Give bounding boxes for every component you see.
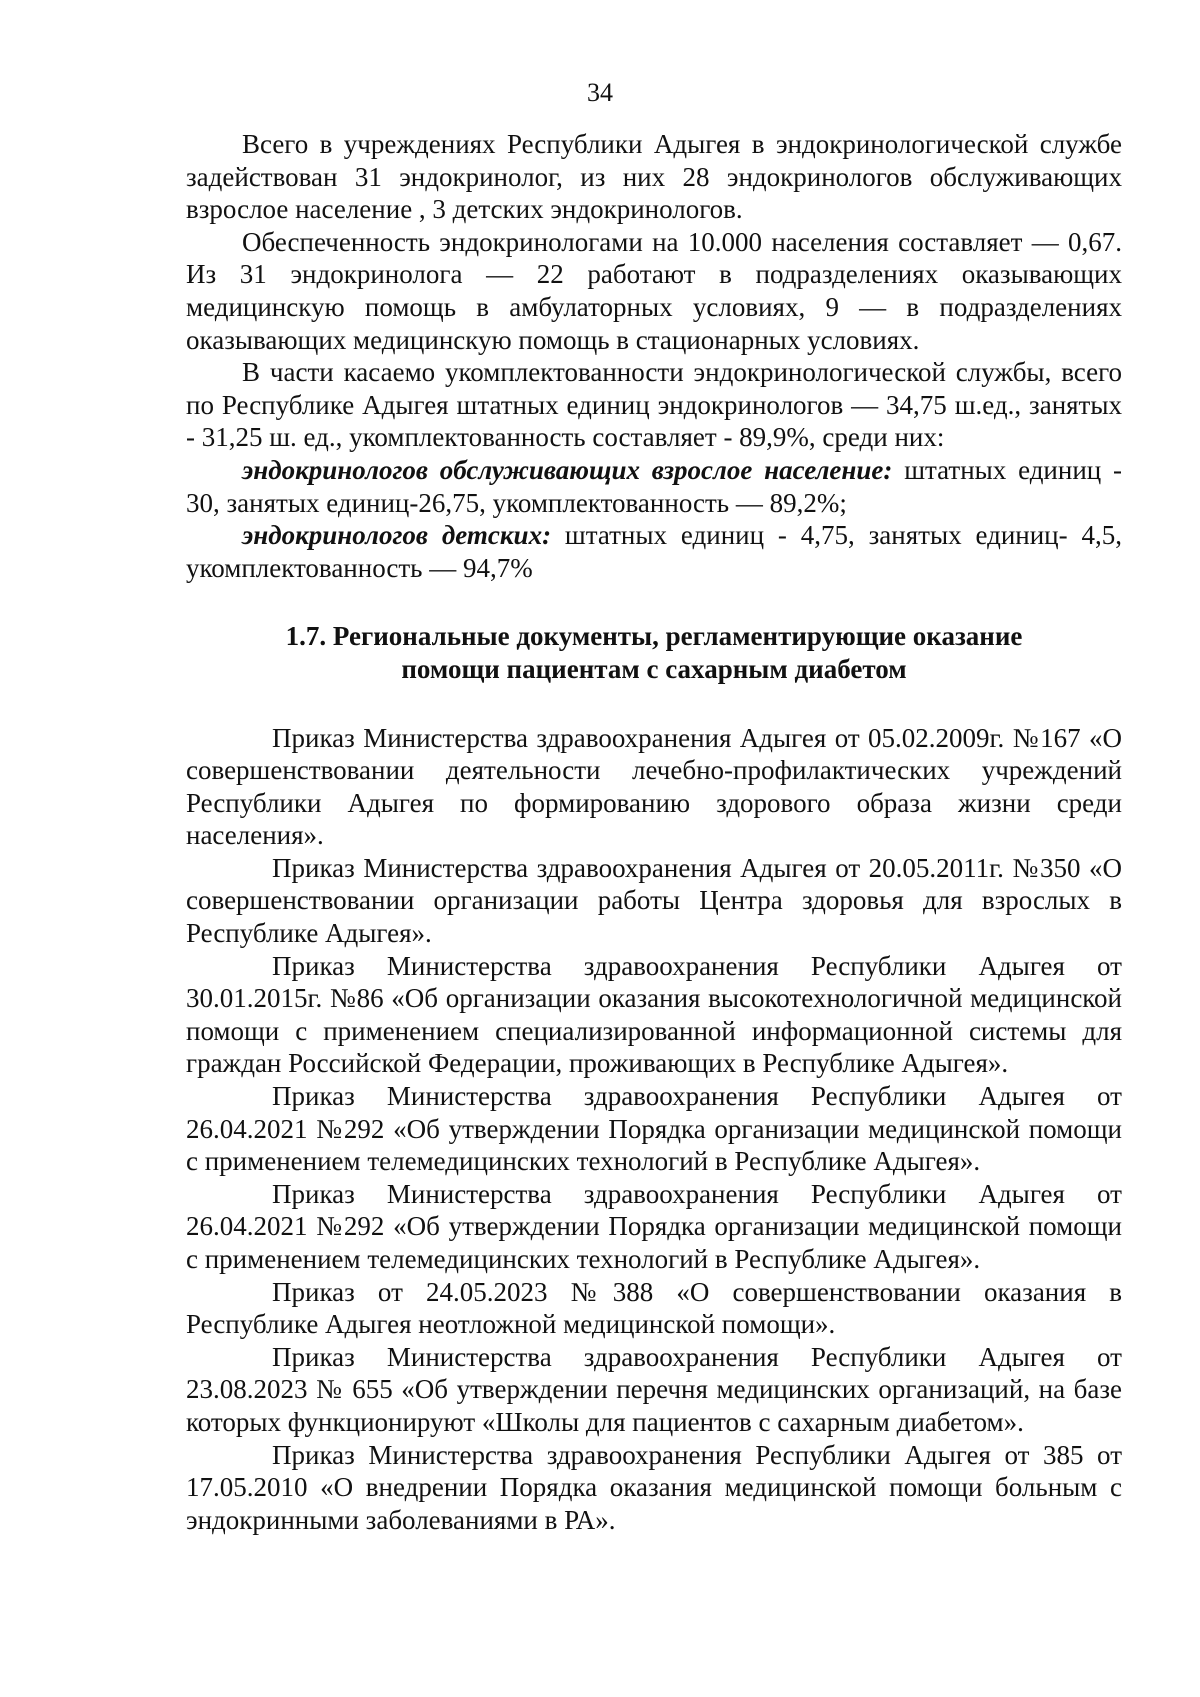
page-number: 34 <box>587 78 613 107</box>
order-item: Приказ Министерства здравоохранения Адыгея от 05.02.2009г. №167 «О совершенствовании деятельности лечебно-профилактических учреждений Республики Адыгея по формированию здорового образа жизни среди населения». <box>186 722 1122 851</box>
staffing-children-label: эндокринологов детских: <box>242 520 552 551</box>
staffing-adult <box>186 454 1122 519</box>
order-item: Приказ Министерства здравоохранения Адыгея от 20.05.2011г. №350 «О совершенствовании организации работы Центра здоровья для взрослых в Республике Адыгея». <box>186 852 1122 949</box>
intro-paragraph-provision: Обеспеченность эндокринологами на 10.000 населения составляет — 0,67. Из 31 эндокринолога — 22 работают в подразделениях оказывающих медицинскую помощь в амбулаторных условиях, 9 — в подразделениях оказывающих медицинскую помощь в стационарных условиях. <box>186 226 1122 355</box>
intro-paragraph-staff-count: Всего в учреждениях Республики Адыгея в эндокринологической службе задействован 31 эндокринолог, из них 28 эндокринологов обслуживающих взрослое население , 3 детских эндокринологов. <box>186 129 1122 225</box>
section-heading-line-2: помощи пациентам с сахарным диабетом <box>401 653 907 684</box>
document-body <box>186 128 1122 1536</box>
order-item: Приказ Министерства здравоохранения Республики Адыгея от 30.01.2015г. №86 «Об организации оказания высокотехнологичной медицинской помощи с применением специализированной информационной системы для граждан Российской Федерации, проживающих в Республике Адыгея». <box>186 950 1122 1079</box>
section-heading-line-1: 1.7. Региональные документы, регламентирующие оказание <box>285 621 1023 652</box>
order-item: Приказ Министерства здравоохранения Республики Адыгея от 26.04.2021 №292 «Об утверждении Порядка организации медицинской помощи с применением телемедицинских технологий в Республике Адыгея». <box>186 1178 1122 1274</box>
staffing-children <box>186 519 1122 584</box>
order-item: Приказ от 24.05.2023 №388 «О совершенствовании оказания в Республике Адыгея неотложной медицинской помощи». <box>186 1276 1122 1340</box>
staffing-adult-label: эндокринологов обслуживающих взрослое население: <box>242 454 893 485</box>
staffing-children-text: штатных единиц - 4,75, занятых единиц- 4,5, укомплектованность — 94,7% <box>186 520 1122 583</box>
staffing-adult-text: штатных единиц - 30, занятых единиц-26,75, укомплектованность — 89,2%; <box>186 454 1123 518</box>
intro-paragraph-staffing: В части касаемо укомплектованности эндокринологической службы, всего по Республике Адыгея штатных единиц эндокринологов — 34,75 ш.ед., занятых - 31,25 ш. ед., укомплектованность составляет - 89,9%, среди них: <box>186 357 1122 453</box>
order-item: Приказ Министерства здравоохранения Республики Адыгея от 23.08.2023 № 655 «Об утверждении перечня медицинских организаций, на базе которых функционируют «Школы для пациентов с сахарным диабетом». <box>186 1341 1122 1437</box>
order-item: Приказ Министерства здравоохранения Республики Адыгея от 385 от 17.05.2010 «О внедрении Порядка оказания медицинской помощи больным с эндокринными заболеваниями в РА». <box>186 1439 1122 1535</box>
order-item: Приказ Министерства здравоохранения Республики Адыгея от 26.04.2021 №292 «Об утверждении Порядка организации медицинской помощи с применением телемедицинских технологий в Республике Адыгея». <box>186 1081 1122 1177</box>
section-heading <box>186 620 1122 685</box>
